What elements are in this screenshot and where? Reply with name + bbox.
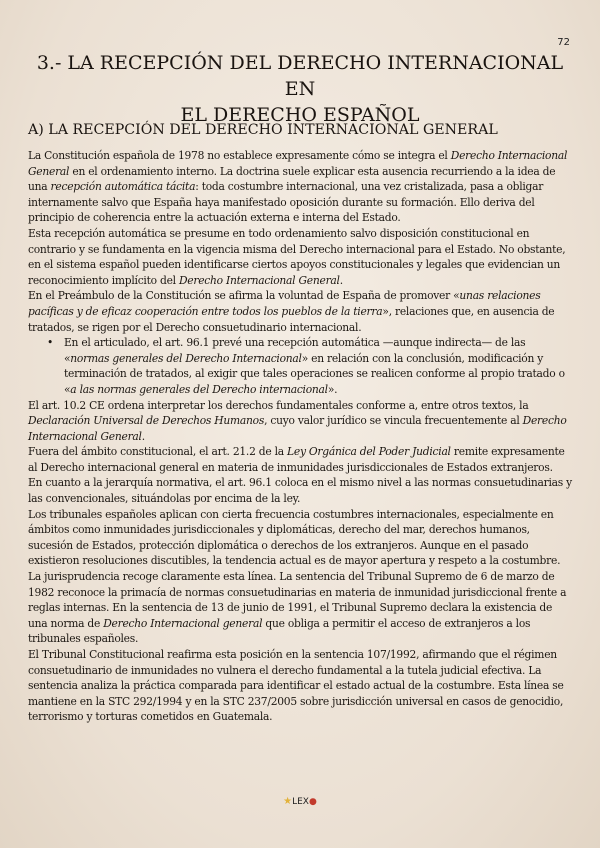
logo-text: LEX	[292, 797, 309, 807]
paragraph-8	[28, 569, 572, 647]
body-text	[28, 148, 572, 725]
text-run: » en relación con la conclusión, modificación y terminación de tratados, al exigir que tales operaciones se realicen conforme al propio tratado o «	[64, 351, 565, 396]
chapter-title	[20, 50, 580, 128]
text-run: La Constitución española de 1978 no establece expresamente cómo se integra el	[28, 149, 451, 162]
text-run: La jurisprudencia recoge claramente esta línea. La sentencia del Tribunal Supremo de 6 de marzo de 1982 reconoce la primacía de normas consuetudinarias en materia de inmunidad jurisdiccional frente a reglas internas. En la sentencia de 13 de junio de 1991, el Tribunal Supremo declara la existencia de una norma de	[28, 570, 567, 630]
text-run: En el Preámbulo de la Constitución se afirma la voluntad de España de promover «	[28, 289, 460, 303]
italic-quote: normas generales del Derecho Internacional	[70, 351, 302, 365]
text-run: remite expresamente al Derecho internacional general en materia de inmunidades jurisdiccionales de Estados extranjeros.	[28, 445, 565, 474]
italic-term: Derecho Internacional General	[28, 414, 567, 443]
footer-logo	[0, 796, 600, 807]
text-run: en el ordenamiento interno. La doctrina suele explicar esta ausencia recurriendo a la idea de una	[28, 164, 556, 194]
italic-term: Derecho Internacional General	[178, 273, 340, 287]
paragraph-5	[28, 444, 572, 475]
page-number: 72	[557, 37, 570, 48]
text-run: , cuyo valor jurídico se vincula frecuentemente al	[264, 414, 523, 428]
text-run: El art. 10.2 CE ordena interpretar los derechos fundamentales conforme a, entre otros textos, la	[28, 398, 529, 412]
paragraph-9: El Tribunal Constitucional reafirma esta posición en la sentencia 107/1992, afirmando que el régimen consuetudinario de inmunidades no vulnera el derecho fundamental a la tutela judicial efectiva. La sentencia analiza la práctica comparada para identificar el estado actual de la costumbre. Esta línea se mantiene en la STC 292/1994 y en la STC 237/2005 sobre jurisdicción universal en casos de genocidio, terrorismo y torturas cometidos en Guatemala.	[28, 648, 564, 724]
chapter-title-line-2: EL DERECHO ESPAÑOL	[180, 104, 420, 126]
text-run: Esta recepción automática se presume en todo ordenamiento salvo disposición constitucional en contrario y se fundamenta en la vigencia misma del Derecho internacional para el Estado. No obstante, en el sistema español pueden identificarse ciertos apoyos constitucionales y legales que evidencian un reconocimiento implícito del	[28, 226, 566, 287]
italic-quote: a las normas generales del Derecho internacional	[70, 382, 328, 396]
star-icon: ★	[283, 796, 293, 807]
bullet-list	[28, 335, 572, 397]
italic-term: Derecho Internacional general	[103, 616, 263, 630]
paragraph-2	[28, 226, 572, 288]
italic-quote: unas relaciones pacíficas y de eficaz cooperación entre todos los pueblos de la tierra	[28, 289, 541, 318]
text-run: .	[339, 273, 343, 287]
italic-term: Declaración Universal de Derechos Humanos	[28, 414, 265, 428]
text-run: Fuera del ámbito constitucional, el art. 21.2 de la	[28, 445, 288, 459]
text-run: .	[141, 429, 145, 443]
paragraph-4	[28, 398, 572, 445]
italic-term: Ley Orgánica del Poder Judicial	[287, 445, 451, 459]
list-item	[64, 335, 572, 397]
drop-icon: ●	[308, 797, 317, 807]
italic-term: Derecho Internacional General	[28, 149, 568, 178]
section-title: A) LA RECEPCIÓN DEL DERECHO INTERNACIONAL GENERAL	[28, 122, 498, 138]
paragraph-7: Los tribunales españoles aplican con cierta frecuencia costumbres internacionales, especialmente en ámbitos como inmunidades jurisdiccionales y diplomáticas, derecho del mar, derechos humanos, sucesión de Estados, protección diplomática o derechos de los extranjeros. Aunque en el pasado existieron resoluciones discutibles, la tendencia actual es de mayor apertura y respeto a la costumbre.	[28, 507, 561, 568]
paragraph-6: En cuanto a la jerarquía normativa, el art. 96.1 coloca en el mismo nivel a las normas consuetudinarias y las convencionales, situándolas por encima de la ley.	[28, 476, 572, 506]
chapter-title-line-1: 3.- LA RECEPCIÓN DEL DERECHO INTERNACIONAL EN	[36, 52, 564, 100]
text-run: que obliga a permitir el acceso de extranjeros a los tribunales españoles.	[28, 616, 531, 646]
text-run: », relaciones que, en ausencia de tratados, se rigen por el Derecho consuetudinario internacional.	[28, 304, 555, 334]
italic-term: recepción automática tácita	[50, 180, 196, 194]
text-run: : toda costumbre internacional, una vez cristalizada, pasa a obligar internamente salvo que España haya manifestado oposición durante su formación. Ello deriva del principio de coherencia entre la actuación externa e interna del Estado.	[28, 180, 544, 225]
paragraph-3	[28, 288, 572, 335]
text-run: En el articulado, el art. 96.1 prevé una recepción automática —aunque indirecta— de las «	[64, 336, 526, 365]
text-run: ».	[327, 382, 338, 396]
paragraph-1	[28, 148, 572, 226]
